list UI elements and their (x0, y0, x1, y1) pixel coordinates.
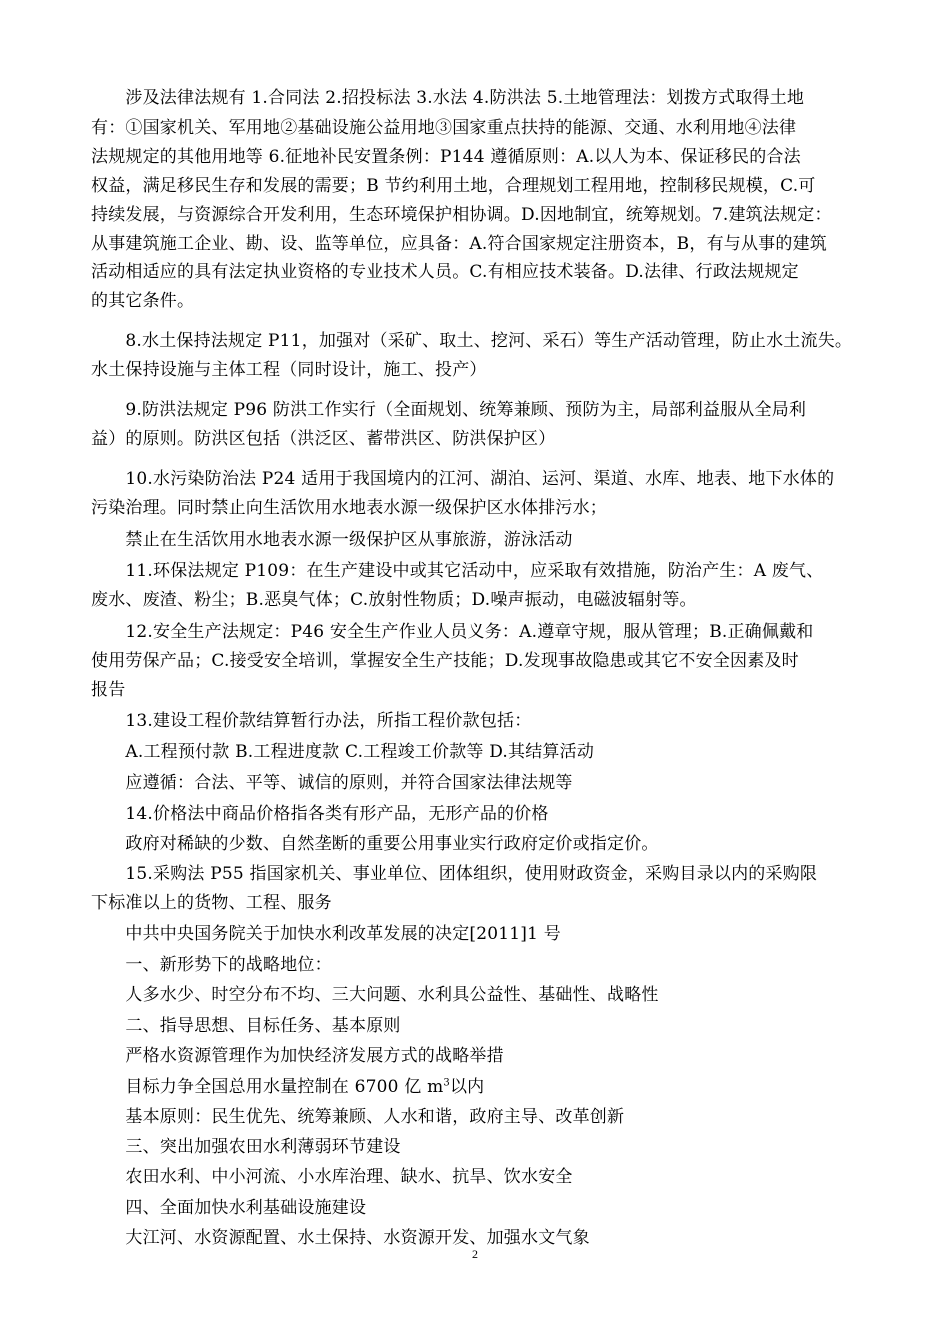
text-line (91, 358, 487, 382)
text-line (91, 891, 332, 915)
text-line-content: 9.防洪法规定 P96 防洪工作实行（全面规划、统筹兼顾、预防为主，局部利益服从全局利 (91, 400, 807, 420)
text-line (91, 802, 549, 826)
text-line-content: 二、指导思想、目标任务、基本原则 (91, 1016, 401, 1036)
text-line (91, 709, 531, 733)
text-line-content: 14.价格法中商品价格指各类有形产品，无形产品的价格 (91, 804, 549, 824)
text-line-content: 报告 (91, 680, 126, 700)
text-line-content: 的其它条件。 (91, 291, 195, 311)
text-line (91, 740, 594, 764)
text-line (91, 649, 799, 673)
text-line-content: 严格水资源管理作为加快经济发展方式的战略举措 (91, 1046, 504, 1066)
text-line-content: 涉及法律法规有 1.合同法 2.招投标法 3.水法 4.防洪法 5.土地管理法：划拨方式取得土地 (91, 88, 805, 108)
text-line (91, 1105, 624, 1129)
text-line (91, 116, 796, 140)
text-line-content: 应遵循：合法、平等、诚信的原则，并符合国家法律法规等 (91, 773, 573, 793)
text-line-content: 有：①国家机关、军用地②基础设施公益用地③国家重点扶持的能源、交通、水利用地④法律 (91, 118, 797, 138)
text-line-content: 废水、废渣、粉尘；B.恶臭气体；C.放射性物质；D.噪声振动，电磁波辐射等。 (91, 590, 697, 610)
text-line-content: 持续发展，与资源综合开发利用，生态环境保护相协调。D.因地制宜，统筹规划。7.建筑法规定： (91, 205, 832, 225)
text-line-content: 人多水少、时空分布不均、三大问题、水利具公益性、基础性、战略性 (91, 985, 659, 1005)
text-line (91, 1075, 484, 1099)
text-line (91, 1135, 401, 1159)
text-line-content: 污染治理。同时禁止向生活饮用水地表水源一级保护区水体排污水； (91, 498, 607, 518)
text-line-content: 法规规定的其他用地等 6.征地补民安置条例：P144 遵循原则：A.以人为本、保证移民的合法 (91, 147, 801, 167)
text-line-content: 活动相适应的具有法定执业资格的专业技术人员。C.有相应技术装备。D.法律、行政法规规定 (91, 262, 799, 282)
text-line (91, 1196, 366, 1220)
text-line-content: 12.安全生产法规定：P46 安全生产作业人员义务：A.遵章守规，服从管理；B.正确佩戴和 (91, 622, 814, 642)
text-line (91, 1014, 401, 1038)
text-line (91, 203, 832, 227)
text-line-content: 大江河、水资源配置、水土保持、水资源开发、加强水文气象 (91, 1228, 590, 1248)
text-line (91, 771, 573, 795)
text-line-content: A.工程预付款 B.工程进度款 C.工程竣工价款等 D.其结算活动 (91, 742, 595, 762)
text-line (91, 232, 827, 256)
text-line (91, 174, 816, 198)
text-line-content: 基本原则：民生优先、统筹兼顾、人水和谐，政府主导、改革创新 (91, 1107, 625, 1127)
text-line-content: 使用劳保产品；C.接受安全培训，掌握安全生产技能；D.发现事故隐患或其它不安全因素及时 (91, 651, 799, 671)
text-line-content: 三、突出加强农田水利薄弱环节建设 (91, 1137, 401, 1157)
text-line-content: 目标力争全国总用水量控制在 6700 亿 m (91, 1077, 444, 1097)
page-number: 2 (472, 1247, 478, 1261)
text-line-content: 禁止在生活饮用水地表水源一级保护区从事旅游，游泳活动 (91, 530, 573, 550)
text-line-content: 益）的原则。防洪区包括（洪泛区、蓄带洪区、防洪保护区） (91, 429, 556, 449)
text-line-content: 权益，满足移民生存和发展的需要；B 节约利用土地，合理规划工程用地，控制移民规模，C.可 (91, 176, 816, 196)
text-line (91, 427, 555, 451)
text-line-content: 一、新形势下的战略地位： (91, 955, 332, 975)
text-line (91, 620, 814, 644)
text-line-content: 下标准以上的货物、工程、服务 (91, 893, 332, 913)
text-line-content: 11.环保法规定 P109：在生产建设中或其它活动中，应采取有效措施，防治产生：A 废气、 (91, 561, 824, 581)
text-line (91, 559, 823, 583)
text-line (91, 832, 659, 856)
text-line-content: 8.水土保持法规定 P11，加强对（采矿、取土、挖河、采石）等生产活动管理，防止水土流失。 (91, 331, 853, 351)
text-line (91, 329, 852, 353)
superscript-exponent: 3 (443, 1077, 450, 1089)
text-line-tail: 以内 (449, 1077, 485, 1097)
text-line-content: 水土保持设施与主体工程（同时设计，施工、投产） (91, 360, 487, 380)
text-line (91, 953, 332, 977)
text-line (91, 467, 834, 491)
text-line (91, 922, 561, 946)
text-line (91, 1165, 573, 1189)
text-line-content: 农田水利、中小河流、小水库治理、缺水、抗旱、饮水安全 (91, 1167, 573, 1187)
text-line (91, 86, 804, 110)
text-line-content: 从事建筑施工企业、勘、设、监等单位，应具备：A.符合国家规定注册资本，B，有与从事的建筑 (91, 234, 827, 254)
text-line (91, 588, 697, 612)
text-line-content: 中共中央国务院关于加快水利改革发展的决定[2011]1 号 (91, 924, 561, 944)
text-line-content: 10.水污染防治法 P24 适用于我国境内的江河、湖泊、运河、渠道、水库、地表、地下水体的 (91, 469, 835, 489)
text-line (91, 289, 194, 313)
text-line-content: 政府对稀缺的少数、自然垄断的重要公用事业实行政府定价或指定价。 (91, 834, 659, 854)
text-line (91, 1044, 504, 1068)
text-line (91, 678, 125, 702)
text-line (91, 983, 659, 1007)
text-line (91, 145, 801, 169)
text-line (91, 260, 799, 284)
text-line (91, 528, 573, 552)
text-line-content: 15.采购法 P55 指国家机关、事业单位、团体组织，使用财政资金，采购目录以内的采购限 (91, 864, 818, 884)
text-line-content: 四、全面加快水利基础设施建设 (91, 1198, 367, 1218)
text-line (91, 496, 607, 520)
text-line (91, 862, 817, 886)
text-line (91, 398, 806, 422)
text-line-content: 13.建设工程价款结算暂行办法，所指工程价款包括： (91, 711, 532, 731)
